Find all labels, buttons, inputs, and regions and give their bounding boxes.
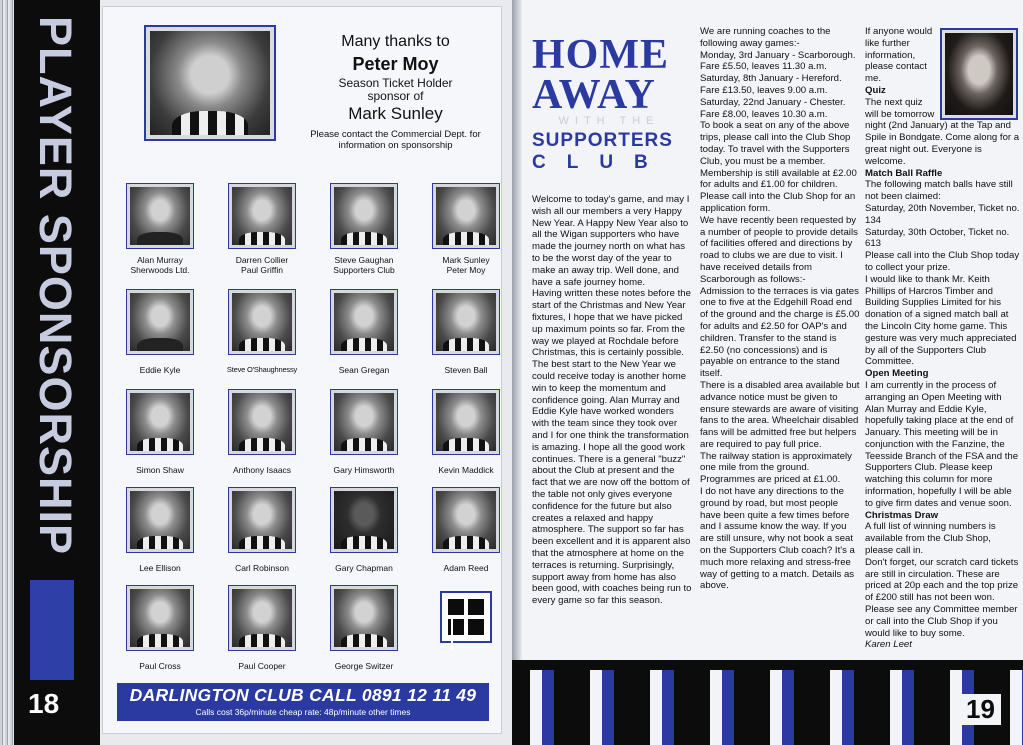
player-card: Kevin Maddick bbox=[421, 389, 511, 475]
paragraph: Please call into the Club Shop today to collect your prize. bbox=[865, 250, 1020, 273]
paragraph: Saturday, 30th October, Ticket no. 613 bbox=[865, 226, 1010, 250]
paragraph: night (2nd January) at the Tap and Spile in Bondgate. Come along for a great night out. Everyone is welcome. bbox=[865, 120, 1020, 167]
sponsor-name: Peter Moy bbox=[352, 54, 439, 74]
paragraph: Saturday, 22nd January - Chester. Fare £8.00, leaves 10.30 a.m. bbox=[700, 96, 846, 120]
heading-meeting: Open Meeting bbox=[865, 368, 929, 380]
heading-draw: Christmas Draw bbox=[865, 509, 939, 521]
page-number: 19 bbox=[960, 694, 1001, 725]
paragraph: The railway station is approximately one mile from the ground. bbox=[700, 450, 852, 474]
player-card: Paul Cooper bbox=[217, 585, 307, 671]
title-away: AWAY bbox=[532, 72, 656, 118]
paragraph: There is a disabled area available but advance notice must be given to ensure stewards are aware of visiting fans to the area. Wheelchair disabled fans will be admitted free but helpers are required to pay full price. bbox=[700, 379, 860, 450]
article-column-2 bbox=[700, 26, 860, 592]
paragraph: Admission to the terraces is via gates one to five at the Edgehill Road end of the ground and the charge is £5.00 for adults and £2.50 for OAP's and children. Transfer to the stand is £2.50 (no concessions) and is payable on entrance to the stand itself. bbox=[700, 285, 860, 380]
decorative-stripes bbox=[512, 660, 1023, 745]
sponsored-player: Mark Sunley bbox=[348, 104, 443, 123]
right-page bbox=[512, 0, 1023, 745]
club-crest-icon bbox=[440, 591, 492, 643]
clubcall-banner bbox=[117, 683, 489, 721]
page-edge bbox=[0, 0, 14, 745]
signature: Karen Leet bbox=[865, 639, 912, 651]
club-logo bbox=[421, 585, 511, 643]
player-card: Steven Ball bbox=[421, 289, 511, 375]
sponsor-player-photo bbox=[144, 25, 276, 141]
player-card: Simon Shaw bbox=[115, 389, 205, 475]
player-card: Anthony Isaacs bbox=[217, 389, 307, 475]
paragraph: Monday, 3rd January - Scarborough. Fare £5.50, leaves 11.30 a.m. bbox=[700, 49, 856, 73]
player-card: Alan Murray Sherwoods Ltd. bbox=[115, 183, 205, 275]
clubcall-title: DARLINGTON CLUB CALL 0891 12 11 49 bbox=[129, 685, 477, 705]
title-club: CLUB bbox=[532, 152, 669, 173]
player-card: Lee Ellison bbox=[115, 487, 205, 573]
player-card: Eddie Kyle bbox=[115, 289, 205, 375]
paragraph: I do not have any directions to the ground by road, but most people have been quite a few times before and I assume know the way. If you are still unsure, why not book a seat on the Supporters Club coach? It's a much more relaxing and stress-free way of getting to a match. Details as above. bbox=[700, 486, 855, 592]
paragraph: Having written these notes before the start of the Christmas and New Year fixtures, I hope that we have picked up maximum points so far. From the way we played at Rochdale before Christmas, this is certainly possible. The best start to the New Year we could receive today is another home win to keep the momentum and confidence going. Alan Murray and Eddie Kyle have worked wonders with the team since they took over and I for one think the transformation is amazing. I hope all the good work continues. There is a general "buzz" about the Club at present and the fact that we are now off the bottom of the table not only gives everyone confidence for the future but also creates a relaxed and happy atmosphere. The support so far has been excellent and it is apparent also that the atmosphere at home on the terraces is returning. Surprisingly, support away from home has also been good, with coaches being run to every game so far this season. bbox=[532, 288, 692, 607]
player-card: Carl Robinson bbox=[217, 487, 307, 573]
paragraph: Programmes are priced at £1.00. bbox=[700, 474, 841, 486]
thanks-line: Many thanks to bbox=[341, 33, 450, 50]
player-card: Adam Reed bbox=[421, 487, 511, 573]
paragraph: A full list of winning numbers is available from the Club Shop, please call in. bbox=[865, 521, 996, 557]
article-column-1 bbox=[532, 194, 692, 607]
spine-title: PLAYER SPONSORSHIP bbox=[30, 16, 81, 555]
player-card: Darren Collier Paul Griffin bbox=[217, 183, 307, 275]
paragraph: I would like to thank Mr. Keith Phillips of Harcros Timber and Building Supplies Limited for his donation of a signed match ball at the Lincoln City home game. This gesture was very much appreciated by all of the Supporters Club Committee. bbox=[865, 273, 1017, 368]
title-with: WITH THE bbox=[558, 115, 660, 127]
player-card: Steve Gaughan Supporters Club bbox=[319, 183, 409, 275]
page-number: 18 bbox=[28, 688, 60, 719]
paragraph: To book a seat on any of the above trips, please call into the Club Shop today. To travel with the Supporters Club, you must be a member. Membership is still available at £2.00 for adults and £1.00 for children. Please call into the Club Shop for an application form. bbox=[700, 120, 857, 214]
heading-quiz: Quiz bbox=[865, 84, 886, 96]
player-card: Gary Chapman bbox=[319, 487, 409, 573]
sponsor-role: Season Ticket Holder sponsor of bbox=[338, 76, 453, 103]
sponsorship-panel bbox=[102, 6, 502, 734]
title-home: HOME bbox=[532, 32, 669, 78]
paragraph: We have recently been requested by a number of people to provide details of facilities offered and directions by road to clubs we are due to visit. I have received details from Scarborough as follows:- bbox=[700, 214, 858, 285]
heading-raffle: Match Ball Raffle bbox=[865, 167, 943, 179]
paragraph: I am currently in the process of arranging an Open Meeting with Alan Murray and Eddie Kyle, hopefully taking place at the end of January. This meeting will be in conjunction with the Fanzine, the Teesside Branch of the FSA and the Supporters Club. Please keep watching this column for more information, hopefully I will be able to give firm dates and venue soon. bbox=[865, 379, 1019, 509]
player-card: Paul Cross bbox=[115, 585, 205, 671]
paragraph: Saturday, 20th November, Ticket no. 134 bbox=[865, 202, 1020, 226]
player-card: Gary Himsworth bbox=[319, 389, 409, 475]
contact-note: Please contact the Commercial Dept. for information on sponsorship bbox=[310, 129, 481, 151]
sponsor-thanks bbox=[298, 33, 493, 124]
player-card: Mark Sunley Peter Moy bbox=[421, 183, 511, 275]
paragraph: Saturday, 8th January - Hereford. Fare £13.50, leaves 9.00 a.m. bbox=[700, 73, 842, 96]
paragraph: If anyone would like further information, please contact me. bbox=[865, 26, 933, 85]
page-gutter bbox=[512, 0, 522, 745]
title-supporters: SUPPORTERS bbox=[532, 130, 673, 151]
player-card: Steve O'Shaughnessy bbox=[217, 289, 307, 375]
player-card: Sean Gregan bbox=[319, 289, 409, 375]
paragraph: Don't forget, our scratch card tickets are still in circulation. These are priced at 20p each and the top prize of £200 still has not been won. Please see any Committee member or call into the Club Shop if you would like to buy some. bbox=[865, 556, 1019, 639]
clubcall-rates: Calls cost 36p/minute cheap rate: 48p/minute other times bbox=[195, 707, 411, 717]
player-card: George Switzer bbox=[319, 585, 409, 671]
paragraph: The following match balls have still not been claimed: bbox=[865, 179, 1013, 203]
article-column-3 bbox=[865, 26, 1020, 651]
paragraph: We are running coaches to the following away games:- bbox=[700, 26, 831, 49]
paragraph: Welcome to today's game, and may I wish all our members a very Happy New Year. A Happy New Year also to all the Wigan supporters who have made the journey north on what has to be the worst day of the year to make an away trip. Well done, and have a safe journey home. bbox=[532, 194, 690, 288]
paragraph: The next quiz will be tomorrow bbox=[865, 96, 935, 120]
